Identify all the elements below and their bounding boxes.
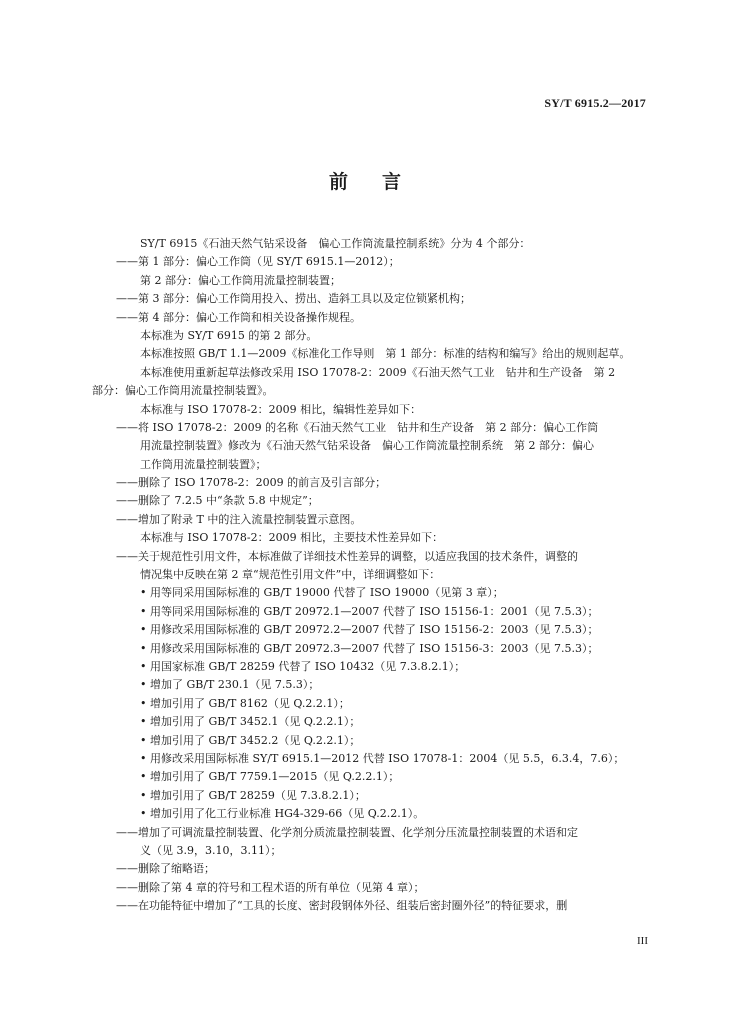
text-line: • 用等同采用国际标准的 GB/T 19000 代替了 ISO 19000（见第 3 章）； [140,586,504,600]
text-line: 义（见 3.9，3.10，3.11）； [140,843,282,857]
text-line: • 增加引用了 GB/T 7759.1—2015（见 Q.2.2.1）； [140,770,400,784]
text-line: • 增加引用了 GB/T 28259（见 7.3.8.2.1）； [140,788,366,802]
text-line: ——删除了第 4 章的符号和工程术语的所有单位（见第 4 章）； [116,880,425,894]
text-line: ——删除了缩略语； [116,862,215,876]
text-line: • 用修改采用国际标准 SY/T 6915.1—2012 代替 ISO 17078-1：2004（见 5.5，6.3.4，7.6）； [140,751,625,765]
text-line: 情况集中反映在第 2 章“规范性引用文件”中，详细调整如下： [140,568,441,582]
text-line: • 用等同采用国际标准的 GB/T 20972.1—2007 代替了 ISO 15156-1：2001（见 7.5.3）； [140,604,599,618]
text-line: 用流量控制装置》修改为《石油天然气钻采设备 偏心工作筒流量控制系统 第 2 部分：偏心 [140,439,594,453]
title-char-2: 言 [382,171,402,193]
text-line: ——在功能特征中增加了“工具的长度、密封段钢体外径、组装后密封圈外径”的特征要求，删 [116,899,568,913]
text-line: ——第 1 部分：偏心工作筒（见 SY/T 6915.1—2012）； [116,255,400,269]
text-line: • 用国家标准 GB/T 28259 代替了 ISO 10432（见 7.3.8.2.1）； [140,659,466,673]
text-line: 部分：偏心工作筒用流量控制装置》。 [92,384,274,398]
text-line: 本标准与 ISO 17078-2：2009 相比，编辑性差异如下： [140,402,422,416]
text-line: 第 2 部分：偏心工作筒用流量控制装置； [140,273,341,287]
text-line: ——第 4 部分：偏心工作筒和相关设备操作规程。 [116,310,361,324]
text-line: ——增加了附录 T 中的注入流量控制装置示意图。 [116,512,362,526]
text-line: • 用修改采用国际标准的 GB/T 20972.3—2007 代替了 ISO 15156-3：2003（见 7.5.3）； [140,641,599,655]
text-line: • 增加了 GB/T 230.1（见 7.5.3）； [140,678,320,692]
text-line: • 用修改采用国际标准的 GB/T 20972.2—2007 代替了 ISO 15156-2：2003（见 7.5.3）； [140,623,599,637]
foreword-body [92,235,656,915]
text-line: • 增加引用了 GB/T 8162（见 Q.2.2.1）； [140,696,350,710]
text-line: ——删除了 7.2.5 中“条款 5.8 中规定”； [116,494,319,508]
text-line: ——增加了可调流量控制装置、化学剂分质流量控制装置、化学剂分压流量控制装置的术语和定 [116,825,578,839]
text-line: ——将 ISO 17078-2：2009 的名称《石油天然气工业 钻井和生产设备 第 2 部分：偏心工作筒 [116,420,599,434]
standard-code: SY/T 6915.2—2017 [544,96,646,110]
text-line: 本标准与 ISO 17078-2：2009 相比，主要技术性差异如下： [140,531,444,545]
page-number: III [637,935,648,947]
text-line: SY/T 6915《石油天然气钻采设备 偏心工作筒流量控制系统》分为 4 个部分： [140,237,531,250]
text-line: ——删除了 ISO 17078-2：2009 的前言及引言部分； [116,476,387,490]
text-line: • 增加引用了化工行业标准 HG4-329-66（见 Q.2.2.1）。 [140,807,425,821]
text-line: • 增加引用了 GB/T 3452.2（见 Q.2.2.1）； [140,733,361,747]
text-line: ——关于规范性引用文件，本标准做了详细技术性差异的调整，以适应我国的技术条件，调整的 [116,549,578,563]
text-line: 本标准使用重新起草法修改采用 ISO 17078-2：2009《石油天然气工业 钻井和生产设备 第 2 [140,365,616,379]
text-line: 本标准为 SY/T 6915 的第 2 部分。 [140,328,318,342]
text-line: • 增加引用了 GB/T 3452.1（见 Q.2.2.1）； [140,715,361,729]
text-line: 工作筒用流量控制装置》； [140,457,267,471]
page-title [0,167,730,194]
text-line: 本标准按照 GB/T 1.1—2009《标准化工作导则 第 1 部分：标准的结构和编写》给出的规则起草。 [140,347,631,361]
title-char-1: 前 [328,171,348,193]
text-line: ——第 3 部分：偏心工作筒用投入、捞出、造斜工具以及定位锁紧机构； [116,292,471,306]
